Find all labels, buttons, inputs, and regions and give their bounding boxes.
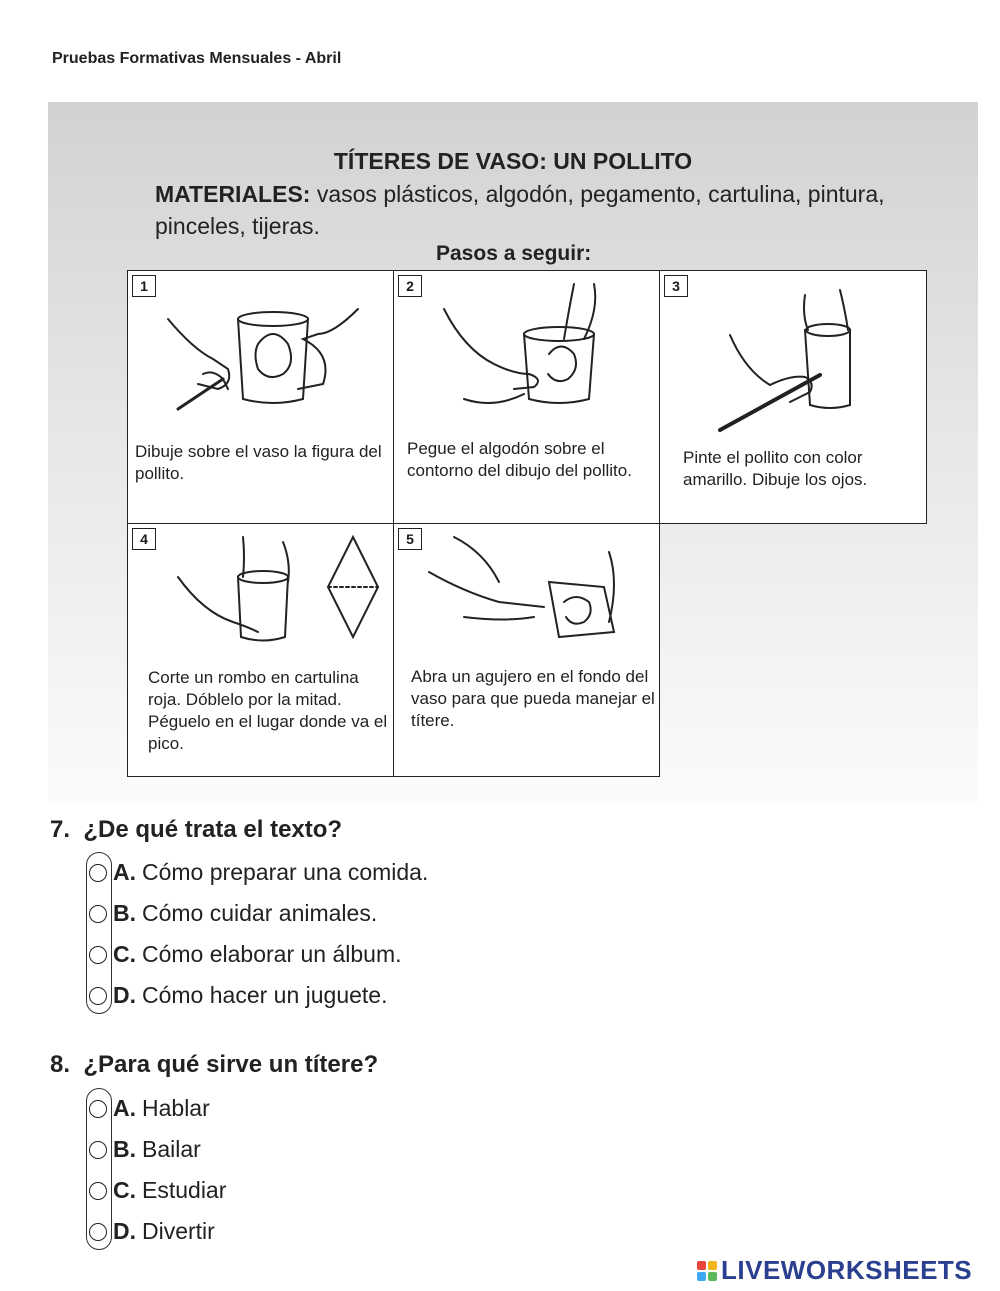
step-box-2 (393, 270, 660, 524)
option-letter: A. (113, 859, 136, 885)
step-number: 1 (132, 275, 156, 297)
question-7-title (50, 816, 342, 844)
option-letter: A. (113, 1095, 136, 1121)
option-text: Hablar (142, 1095, 210, 1121)
reading-title: TÍTERES DE VASO: UN POLLITO (333, 148, 693, 174)
step-number: 5 (398, 528, 422, 550)
step-caption: Corte un rombo en cartulina roja. Dóblelo por la mitad. Péguelo en el lugar donde va el pico. (148, 668, 388, 753)
option-d[interactable] (86, 975, 428, 1016)
question-7-options (86, 852, 428, 1016)
option-d[interactable] (86, 1211, 226, 1252)
question-number: 8. (50, 1051, 71, 1078)
option-c[interactable] (86, 934, 428, 975)
logo-text: LIVEWORKSHEETS (721, 1255, 973, 1285)
materials-list: vasos plásticos, algodón, pegamento, cartulina, pintura, pinceles, tijeras. (155, 181, 885, 239)
logo-block (697, 1261, 706, 1270)
option-b[interactable] (86, 1129, 226, 1170)
step-caption: Dibuje sobre el vaso la figura del pollito. (135, 442, 382, 483)
logo-blocks-icon (697, 1261, 717, 1281)
step-caption: Pinte el pollito con color amarillo. Dibuje los ojos. (683, 448, 868, 489)
materials-label: MATERIALES: (155, 181, 311, 207)
option-text: Divertir (142, 1218, 215, 1244)
radio-button[interactable] (89, 1223, 107, 1241)
radio-button[interactable] (89, 1141, 107, 1159)
hands-and-rhombus-illustration (173, 532, 383, 662)
radio-button[interactable] (89, 1100, 107, 1118)
option-letter: C. (113, 941, 136, 967)
question-text: ¿Para qué sirve un títere? (83, 1051, 379, 1078)
logo-block (697, 1272, 706, 1281)
hands-drawing-on-cup-illustration (163, 289, 363, 419)
liveworksheets-logo (697, 1255, 972, 1286)
step-box-4 (127, 523, 394, 777)
radio-button[interactable] (89, 987, 107, 1005)
step-number: 4 (132, 528, 156, 550)
question-8-title (50, 1051, 378, 1079)
option-a[interactable] (86, 852, 428, 893)
radio-button[interactable] (89, 905, 107, 923)
step-box-3 (659, 270, 927, 524)
option-letter: D. (113, 982, 136, 1008)
radio-button[interactable] (89, 864, 107, 882)
option-letter: D. (113, 1218, 136, 1244)
option-text: Estudiar (142, 1177, 227, 1203)
option-text: Cómo cuidar animales. (142, 900, 378, 926)
logo-block (708, 1261, 717, 1270)
hands-gluing-cotton-illustration (434, 279, 634, 419)
option-text: Cómo preparar una comida. (142, 859, 429, 885)
step-box-1 (127, 270, 394, 524)
radio-button[interactable] (89, 946, 107, 964)
logo-block (708, 1272, 717, 1281)
materials-text (155, 178, 915, 242)
step-number: 3 (664, 275, 688, 297)
hands-opening-hole-illustration (424, 532, 644, 652)
option-letter: B. (113, 1136, 136, 1162)
question-8-options (86, 1088, 226, 1252)
step-number: 2 (398, 275, 422, 297)
option-a[interactable] (86, 1088, 226, 1129)
option-text: Cómo hacer un juguete. (142, 982, 388, 1008)
option-c[interactable] (86, 1170, 226, 1211)
reading-panel (48, 102, 978, 804)
radio-button[interactable] (89, 1182, 107, 1200)
step-caption: Abra un agujero en el fondo del vaso para que pueda manejar el títere. (411, 667, 655, 730)
option-text: Bailar (142, 1136, 201, 1162)
hand-painting-cup-illustration (710, 285, 910, 435)
option-letter: B. (113, 900, 136, 926)
steps-title: Pasos a seguir: (436, 242, 592, 265)
step-box-5 (393, 523, 660, 777)
page-header-title: Pruebas Formativas Mensuales - Abril (52, 50, 342, 67)
question-number: 7. (50, 816, 71, 843)
option-b[interactable] (86, 893, 428, 934)
option-letter: C. (113, 1177, 136, 1203)
option-text: Cómo elaborar un álbum. (142, 941, 402, 967)
step-caption: Pegue el algodón sobre el contorno del dibujo del pollito. (407, 439, 632, 480)
question-text: ¿De qué trata el texto? (83, 816, 343, 843)
